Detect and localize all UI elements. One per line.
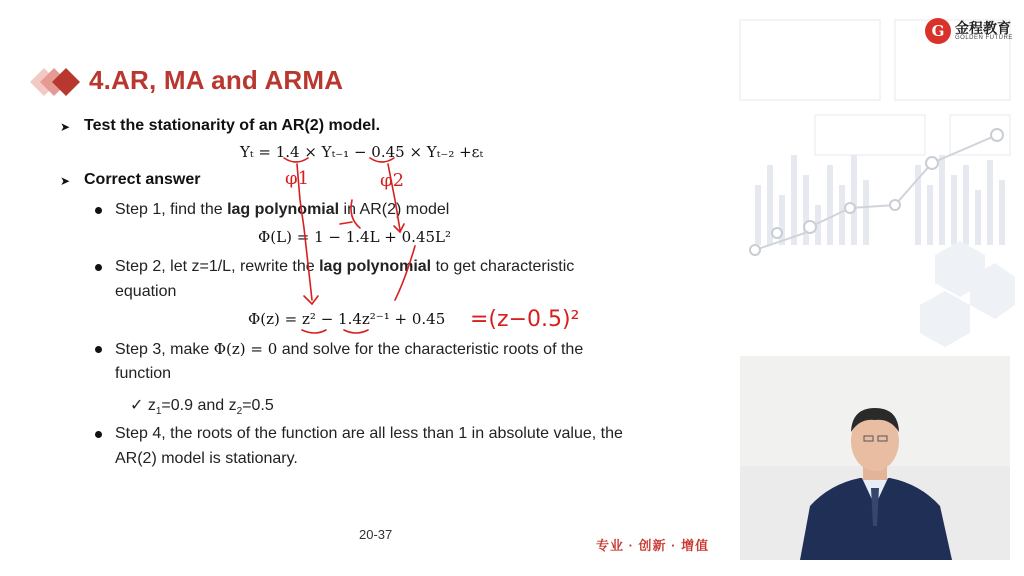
slide-title: 4.AR, MA and ARMA (89, 65, 344, 95)
logo-icon: G (925, 18, 951, 44)
step-2-line-2: equation (115, 283, 177, 300)
step-1-bold: lag polynomial (227, 201, 340, 218)
right-arrowhead-icon: ➤ (60, 174, 71, 188)
presenter-video (740, 356, 1010, 560)
background-infographic (735, 15, 1015, 355)
logo-name-cn: 金程教育 (955, 20, 1011, 36)
handwritten-factored-form: =(z−0.5)² (470, 307, 580, 332)
roots-result: ✓ $z_1=0.9$ and $z_2=0.5$ (130, 397, 274, 418)
step-1-prefix: Step 1, find the (115, 201, 228, 218)
page-number: 20-37 (359, 527, 393, 542)
step-3-math: Φ(z) = 0 (213, 340, 278, 358)
right-arrowhead-icon: ➤ (60, 120, 71, 134)
footer-slogan: 专业 · 创新 · 增值 (596, 538, 710, 553)
step-1-text (115, 201, 449, 219)
step-3-line-2: function (115, 365, 172, 382)
bullet-test-stationarity: Test the stationarity of an AR(2) model. (84, 117, 381, 134)
step-1-suffix: in AR(2) model (339, 201, 450, 218)
step-3-prefix: Step 3, make (115, 341, 214, 358)
step-2-prefix: Step 2, let z=1/L, rewrite the (115, 258, 320, 275)
bullet-correct-answer: Correct answer (84, 171, 201, 188)
logo-name-en: GOLDEN FUTURE (955, 35, 1013, 41)
round-bullet-icon (95, 346, 102, 353)
step-2-text (115, 258, 574, 276)
round-bullet-icon (95, 207, 102, 214)
step-4-line-2: AR(2) model is stationary. (115, 450, 298, 467)
title-diamond-icon (30, 62, 90, 102)
step-3-suffix: and solve for the characteristic roots of the (277, 341, 584, 358)
check-icon: ✓ (130, 397, 144, 414)
step-2-bold: lag polynomial (319, 258, 432, 275)
handwritten-phi-1: φ1 (285, 168, 310, 189)
round-bullet-icon (95, 264, 102, 271)
company-logo (925, 18, 1013, 44)
lag-polynomial-equation: Φ(L) = 1 − 1.4L + 0.45L² (258, 228, 452, 246)
round-bullet-icon (95, 431, 102, 438)
characteristic-equation: Φ(z) = z² − 1.4z²⁻¹ + 0.45 (248, 310, 446, 328)
ar2-equation: Yₜ = 1.4 × Yₜ₋₁ − 0.45 × Yₜ₋₂ +εₜ (240, 143, 484, 161)
step-3-text (115, 340, 583, 359)
handwritten-phi-2: φ2 (380, 170, 405, 191)
step-4-line-1: Step 4, the roots of the function are all less than 1 in absolute value, the (115, 425, 623, 442)
step-2-suffix: to get characteristic (431, 258, 575, 275)
